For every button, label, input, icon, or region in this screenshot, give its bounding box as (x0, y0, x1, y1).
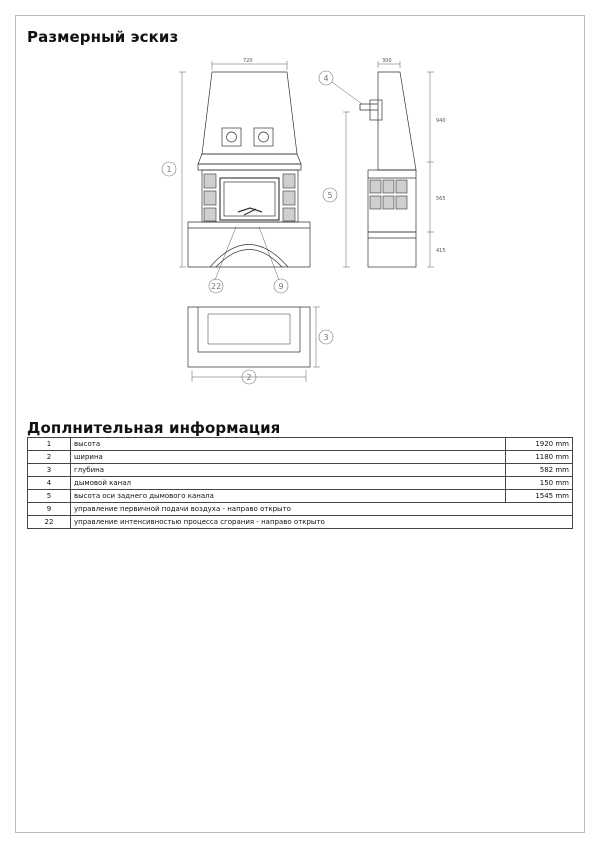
row-number: 4 (28, 477, 71, 490)
table-row (28, 477, 573, 490)
side-view (332, 61, 434, 267)
row-label: дымовой канал (71, 477, 506, 490)
row-number: 22 (28, 516, 71, 529)
callout-4-label: 4 (323, 74, 329, 83)
sketch-heading: Размерный эскиз (27, 28, 179, 46)
row-label: управление интенсивностью процесса сгорания - направо открыто (71, 516, 573, 529)
row-label: управление первичной подачи воздуха - направо открыто (71, 503, 573, 516)
table-row (28, 490, 573, 503)
row-value: 150 mm (506, 477, 573, 490)
table-row (28, 516, 573, 529)
row-number: 5 (28, 490, 71, 503)
row-label: высота (71, 438, 506, 451)
table-row (28, 503, 573, 516)
callout-2-label: 2 (246, 373, 252, 382)
row-value: 1545 mm (506, 490, 573, 503)
ornament-tile-right (254, 128, 273, 146)
row-number: 1 (28, 438, 71, 451)
table-row (28, 451, 573, 464)
row-label: высота оси заднего дымового канала (71, 490, 506, 503)
dim-side-lower: 415 (436, 248, 446, 254)
dim-side-middle: 565 (436, 196, 446, 202)
row-number: 3 (28, 464, 71, 477)
row-value: 1920 mm (506, 438, 573, 451)
row-label: ширина (71, 451, 506, 464)
plan-view (188, 307, 320, 382)
row-value: 1180 mm (506, 451, 573, 464)
callout-22-label: 22 (211, 282, 222, 291)
info-table (27, 437, 573, 529)
row-label: глубина (71, 464, 506, 477)
front-view (179, 61, 310, 280)
info-heading: Доплнительная информация (27, 419, 281, 437)
row-number: 9 (28, 503, 71, 516)
dim-front-width: 720 (243, 58, 253, 64)
dimension-drawing (150, 52, 460, 397)
ornament-tile-left (222, 128, 241, 146)
dim-side-upper: 940 (436, 118, 446, 124)
callout-5-label: 5 (327, 191, 333, 200)
row-value: 582 mm (506, 464, 573, 477)
dim-side-depth: 300 (382, 58, 392, 64)
callout-1-label: 1 (166, 165, 172, 174)
callout-3-label: 3 (323, 333, 329, 342)
table-row (28, 438, 573, 451)
table-row (28, 464, 573, 477)
row-number: 2 (28, 451, 71, 464)
callout-9-label: 9 (278, 282, 284, 291)
